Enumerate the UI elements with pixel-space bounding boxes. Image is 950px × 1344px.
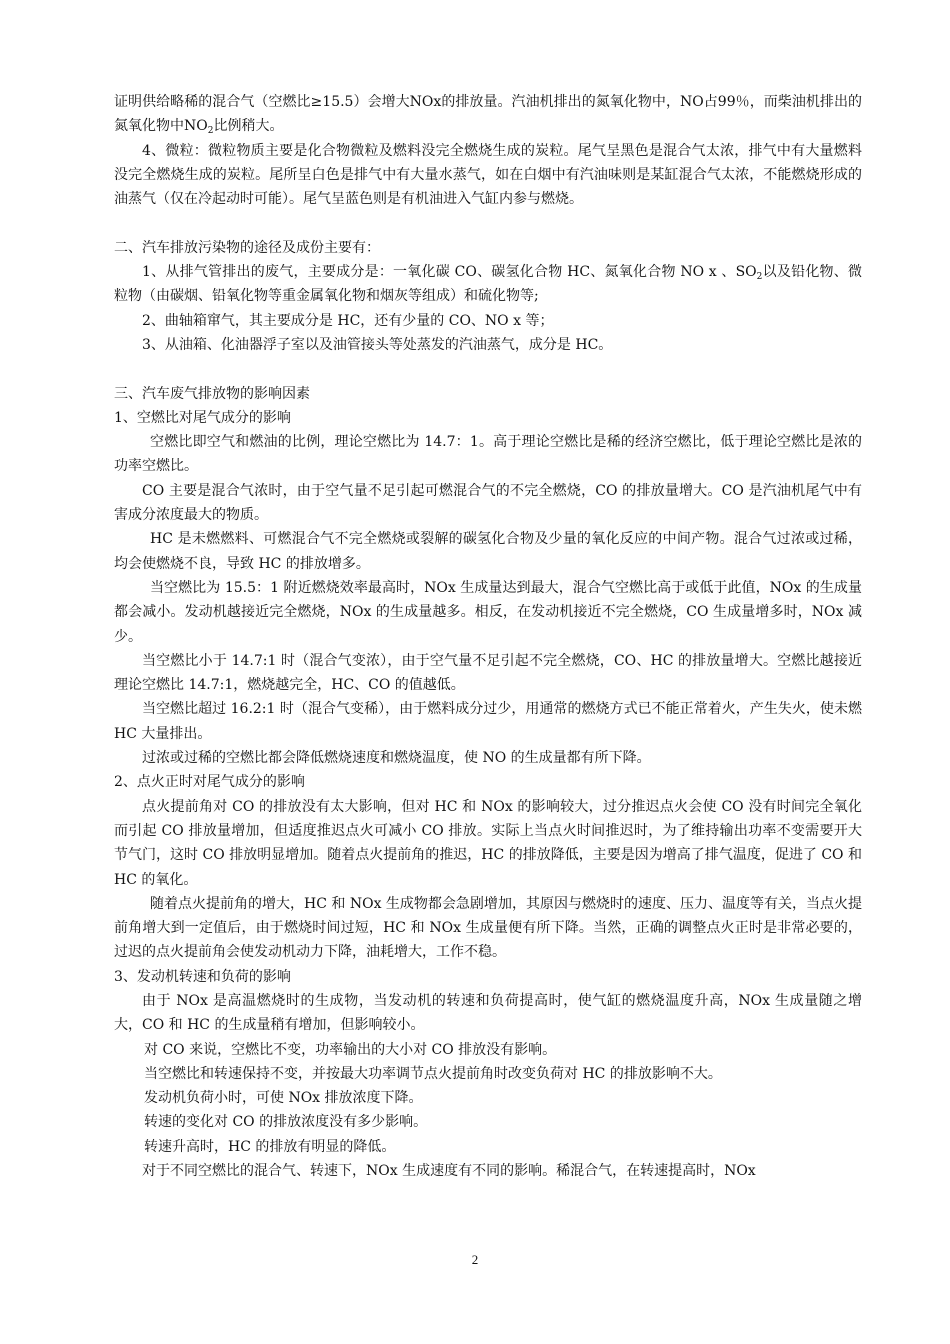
paragraph: 当空燃比和转速保持不变，并按最大功率调节点火提前角时改变负荷对 HC 的排放影响不大。 [144, 1065, 722, 1082]
blank-line [114, 211, 862, 235]
paragraph: 点火提前角对 CO 的排放没有太大影响，但对 HC 和 NOx 的影响较大，过分推迟点火会使 CO 没有时间完全氧化而引起 CO 排放量增加，但适度推迟点火可减小 CO 排放。实际上当点火时间推迟时，为了维持输出功率不变需要开大节气门，这时 CO 排放明显增加。随着点火提前角的推迟，HC 的排放降低，主要是因为增高了排气温度，促进了 CO 和 HC 的氧化。 [114, 798, 876, 888]
paragraph: HC 是未燃燃料、可燃混合气不完全燃烧或裂解的碳氢化合物及少量的氧化反应的中间产物。混合气过浓或过稀，均会使燃烧不良，导致 HC 的排放增多。 [114, 531, 862, 572]
paragraph: 当空燃比为 15.5：1 附近燃烧效率最高时，NOx 生成量达到最大，混合气空燃比高于或低于此值，NOx 的生成量都会减小。发动机越接近完全燃烧，NOx 的生成量越多。相反，在发动机接近不完全燃烧，CO 生成量增多时，NOx 减少。 [114, 579, 862, 645]
paragraph [114, 90, 862, 139]
paragraph: 发动机负荷小时，可使 NOx 排放浓度下降。 [144, 1090, 423, 1107]
paragraph [114, 260, 862, 309]
subsection-heading: 3、发动机转速和负荷的影响 [114, 968, 291, 985]
section-heading-2: 二、汽车排放污染物的途径及成份主要有： [114, 239, 380, 256]
paragraph: 对于不同空燃比的混合气、转速下，NOx 生成速度有不同的影响。稀混合气，在转速提高时，NOx [142, 1163, 756, 1180]
subscript: 2 [756, 272, 763, 283]
paragraph: 转速的变化对 CO 的排放浓度没有多少影响。 [144, 1114, 428, 1131]
blank-line [114, 357, 862, 381]
paragraph: 空燃比即空气和燃油的比例，理论空燃比为 14.7：1。高于理论空燃比是稀的经济空燃比，低于理论空燃比是浓的功率空燃比。 [114, 434, 862, 475]
paragraph: 2、曲轴箱窜气，其主要成分是 HC，还有少量的 CO、NO x 等； [142, 312, 554, 329]
paragraph-particulates: 4、微粒：微粒物质主要是化合物微粒及燃料没完全燃烧生成的炭粒。尾气呈黑色是混合气太浓，排气中有大量燃料没完全燃烧生成的炭粒。尾所呈白色是排气中有大量水蒸气，如在白烟中有汽油味则是某缸混合气太浓，不能燃烧形成的油蒸气（仅在冷起动时可能）。尾气呈蓝色则是有机油进入气缸内参与燃烧。 [114, 142, 862, 208]
paragraph-text: 证明供给略稀的混合气（空燃比≥15.5）会增大NOx的排放量。汽油机排出的氮氧化物中，NO占99％，而柴油机排出的氮氧化物中NO [114, 94, 862, 135]
paragraph: CO 主要是混合气浓时，由于空气量不足引起可燃混合气的不完全燃烧，CO 的排放量增大。CO 是汽油机尾气中有害成分浓度最大的物质。 [114, 482, 862, 524]
paragraph: 由于 NOx 是高温燃烧时的生成物，当发动机的转速和负荷提高时，使气缸的燃烧温度升高，NOx 生成量随之增大，CO 和 HC 的生成量稍有增加，但影响较小。 [114, 992, 862, 1034]
paragraph: 过浓或过稀的空燃比都会降低燃烧速度和燃烧温度，使 NO 的生成量都有所下降。 [142, 750, 651, 767]
page-number: 2 [471, 1252, 479, 1267]
subsection-heading: 1、空燃比对尾气成分的影响 [114, 409, 291, 426]
paragraph: 当空燃比小于 14.7:1 时（混合气变浓），由于空气量不足引起不完全燃烧，CO、HC 的排放量增大。空燃比越接近理论空燃比 14.7:1，燃烧越完全，HC、CO 的值越低。 [114, 652, 862, 694]
document-body [114, 90, 876, 1183]
paragraph-text: 1、从排气管排出的废气，主要成分是：一氧化碳 CO、碳氢化合物 HC、氮氧化合物 NO x 、SO [142, 264, 757, 281]
paragraph: 对 CO 来说，空燃比不变，功率输出的大小对 CO 排放没有影响。 [144, 1041, 557, 1058]
paragraph: 随着点火提前角的增大，HC 和 NOx 生成物都会急剧增加，其原因与燃烧时的速度、压力、温度等有关，当点火提前角增大到一定值后，由于燃烧时间过短，HC 和 NOx 生成量便有所下降。当然，正确的调整点火正时是非常必要的，过迟的点火提前角会使发动机动力下降，油耗增大，工作不稳。 [114, 895, 862, 961]
section-heading-3: 三、汽车废气排放物的影响因素 [114, 385, 310, 402]
paragraph-text: 以及铅化物、微粒物（由碳烟、铅氧化物等重金属氧化物和烟灰等组成）和硫化物等; [114, 264, 863, 305]
paragraph-text: 比例稍大。 [213, 118, 284, 135]
subsection-heading: 2、点火正时对尾气成分的影响 [114, 774, 305, 791]
paragraph: 转速升高时，HC 的排放有明显的降低。 [144, 1138, 396, 1155]
paragraph: 3、从油箱、化油器浮子室以及油管接头等处蒸发的汽油蒸气，成分是 HC。 [142, 336, 613, 353]
subscript: 2 [207, 126, 214, 137]
paragraph: 当空燃比超过 16.2:1 时（混合气变稀），由于燃料成分过少，用通常的燃烧方式已不能正常着火，产生失火，使未燃 HC 大量排出。 [114, 701, 862, 742]
